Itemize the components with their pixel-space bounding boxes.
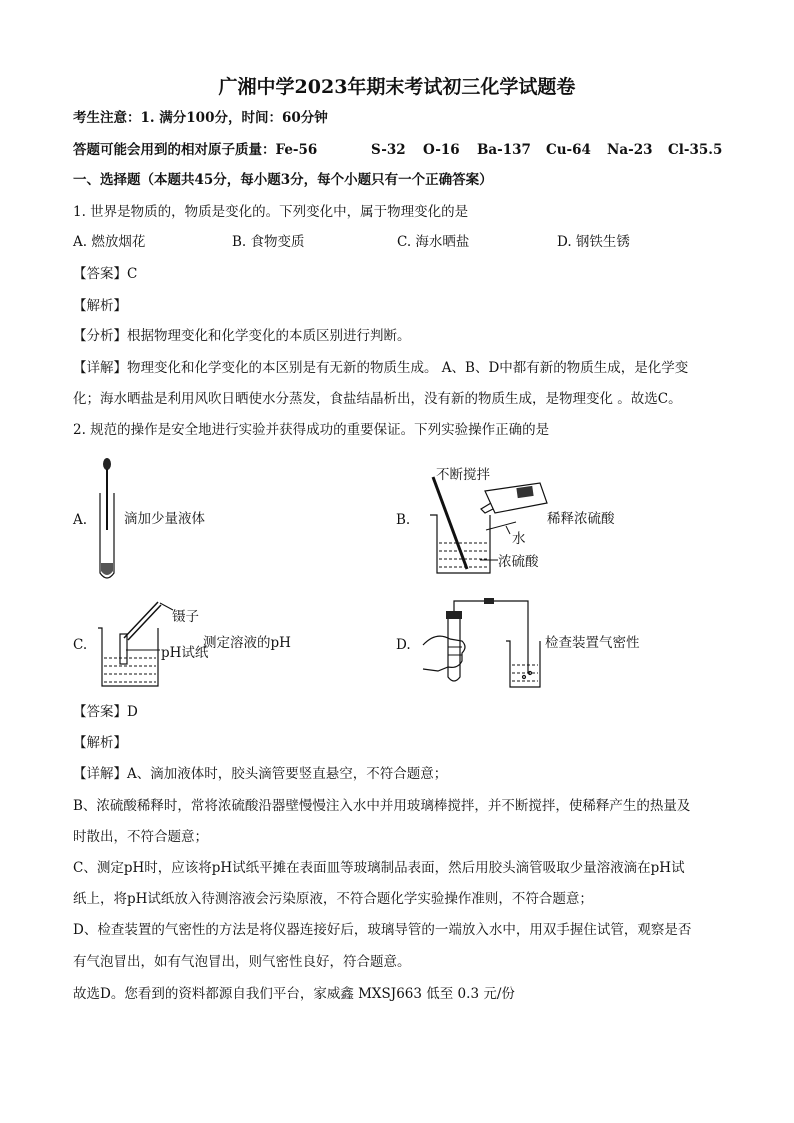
q2-detail-line: B、浓硫酸稀释时，常将浓硫酸沿器壁慢慢注入水中并用玻璃棒搅拌，并不断搅拌，使稀释产生的热量及 [73,798,691,814]
atomic-mass-o: O-16 [423,142,460,158]
atomic-mass-s: S-32 [371,142,406,158]
stopper-icon [446,611,462,619]
dropper-test-tube-figure [95,455,125,583]
page-title: 广湘中学2023年期末考试初三化学试题卷 [218,76,576,98]
beaker-icon [506,641,540,687]
atomic-mass-cl: Cl-35.5 [668,142,723,158]
atomic-mass-cu: Cu-64 [546,142,591,158]
tweezers-icon [124,602,158,638]
exam-notice: 考生注意：1. 满分100分，时间：60分钟 [73,110,328,126]
airtightness-figure [418,595,548,690]
q2-detail-line: 有气泡冒出，如有气泡冒出，则气密性良好，符合题意。 [73,954,411,970]
q2-b-dilute-label: 稀释浓硫酸 [547,511,615,527]
q1-analysis-heading: 【解析】 [73,298,127,314]
atomic-mass-fe: 答题可能会用到的相对原子质量：Fe-56 [73,142,318,158]
q2-detail-line: 故选D。您看到的资料都源自我们平台，家威鑫 MXSJ663 低至 0.3 元/份 [73,986,515,1002]
q1-fenxi: 【分析】根据物理变化和化学变化的本质区别进行判断。 [73,328,411,344]
q1-answer: 【答案】C [73,266,138,282]
beaker-icon [98,628,158,686]
q2-b-acid-label: 浓硫酸 [498,554,539,570]
q2-detail-line: 【详解】A、滴加液体时，胶头滴管要竖直悬空，不符合题意； [73,766,448,782]
q2-detail-line: C、测定pH时，应该将pH试纸平摊在表面皿等玻璃制品表面，然后用胶头滴管吸取少量溶液滴在pH试 [73,860,685,876]
q2-b-stir-label: 不断搅拌 [436,467,490,483]
atomic-mass-na: Na-23 [607,142,653,158]
test-tube-icon [448,617,460,681]
q2-c-tweezers-label: 镊子 [172,609,199,625]
q2-stem: 2. 规范的操作是安全地进行实验并获得成功的重要保证。下列实验操作正确的是 [73,422,550,438]
q2-d-label: 检查装置气密性 [545,635,640,651]
reagent-bottle-icon [485,483,547,513]
q2-c-paper-label: pH试纸 [161,645,209,661]
q2-answer: 【答案】D [73,704,138,720]
dropper-bulb-icon [103,458,111,470]
q2-c-measure-label: 测定溶液的pH [203,635,291,651]
q1-option-d: D. 钢铁生锈 [557,234,630,250]
q2-analysis-heading: 【解析】 [73,735,127,751]
b-pointer-lines [480,520,520,565]
q2-detail-line: D、检查装置的气密性的方法是将仪器连接好后，玻璃导管的一端放入水中，用双手握住试管，观察是否 [73,922,692,938]
glass-rod-icon [433,477,467,569]
q2-a-label: 滴加少量液体 [124,511,205,527]
ph-paper-icon [120,634,127,664]
q2-option-c-letter: C. [73,637,88,653]
q2-b-water-label: 水 [512,531,526,547]
hand-icon [423,636,465,671]
q2-option-b-letter: B. [396,512,411,528]
section-heading: 一、选择题（本题共45分，每小题3分，每个小题只有一个正确答案） [73,172,493,188]
q1-option-c: C. 海水晒盐 [397,234,470,250]
glass-tube-icon [454,601,528,673]
atomic-mass-ba: Ba-137 [477,142,531,158]
q1-detail-line-2: 化；海水晒盐是利用风吹日晒使水分蒸发，食盐结晶析出，没有新的物质生成，是物理变化 。故选C。 [73,391,682,407]
q1-detail-line-1: 【详解】物理变化和化学变化的本区别是有无新的物质生成。 A、B、D中都有新的物质生成，是化学变 [73,360,689,376]
liquid-icon [101,563,113,575]
q2-option-a-letter: A. [73,512,88,528]
q2-option-d-letter: D. [396,637,411,653]
q2-detail-line: 时散出，不符合题意； [73,829,208,845]
q1-option-a: A. 燃放烟花 [73,234,146,250]
q1-option-b: B. 食物变质 [232,234,305,250]
q1-stem: 1. 世界是物质的，物质是变化的。下列变化中，属于物理变化的是 [73,204,469,220]
q2-detail-line: 纸上，将pH试纸放入待测溶液会污染原液，不符合题化学实验操作准则，不符合题意； [73,891,593,907]
